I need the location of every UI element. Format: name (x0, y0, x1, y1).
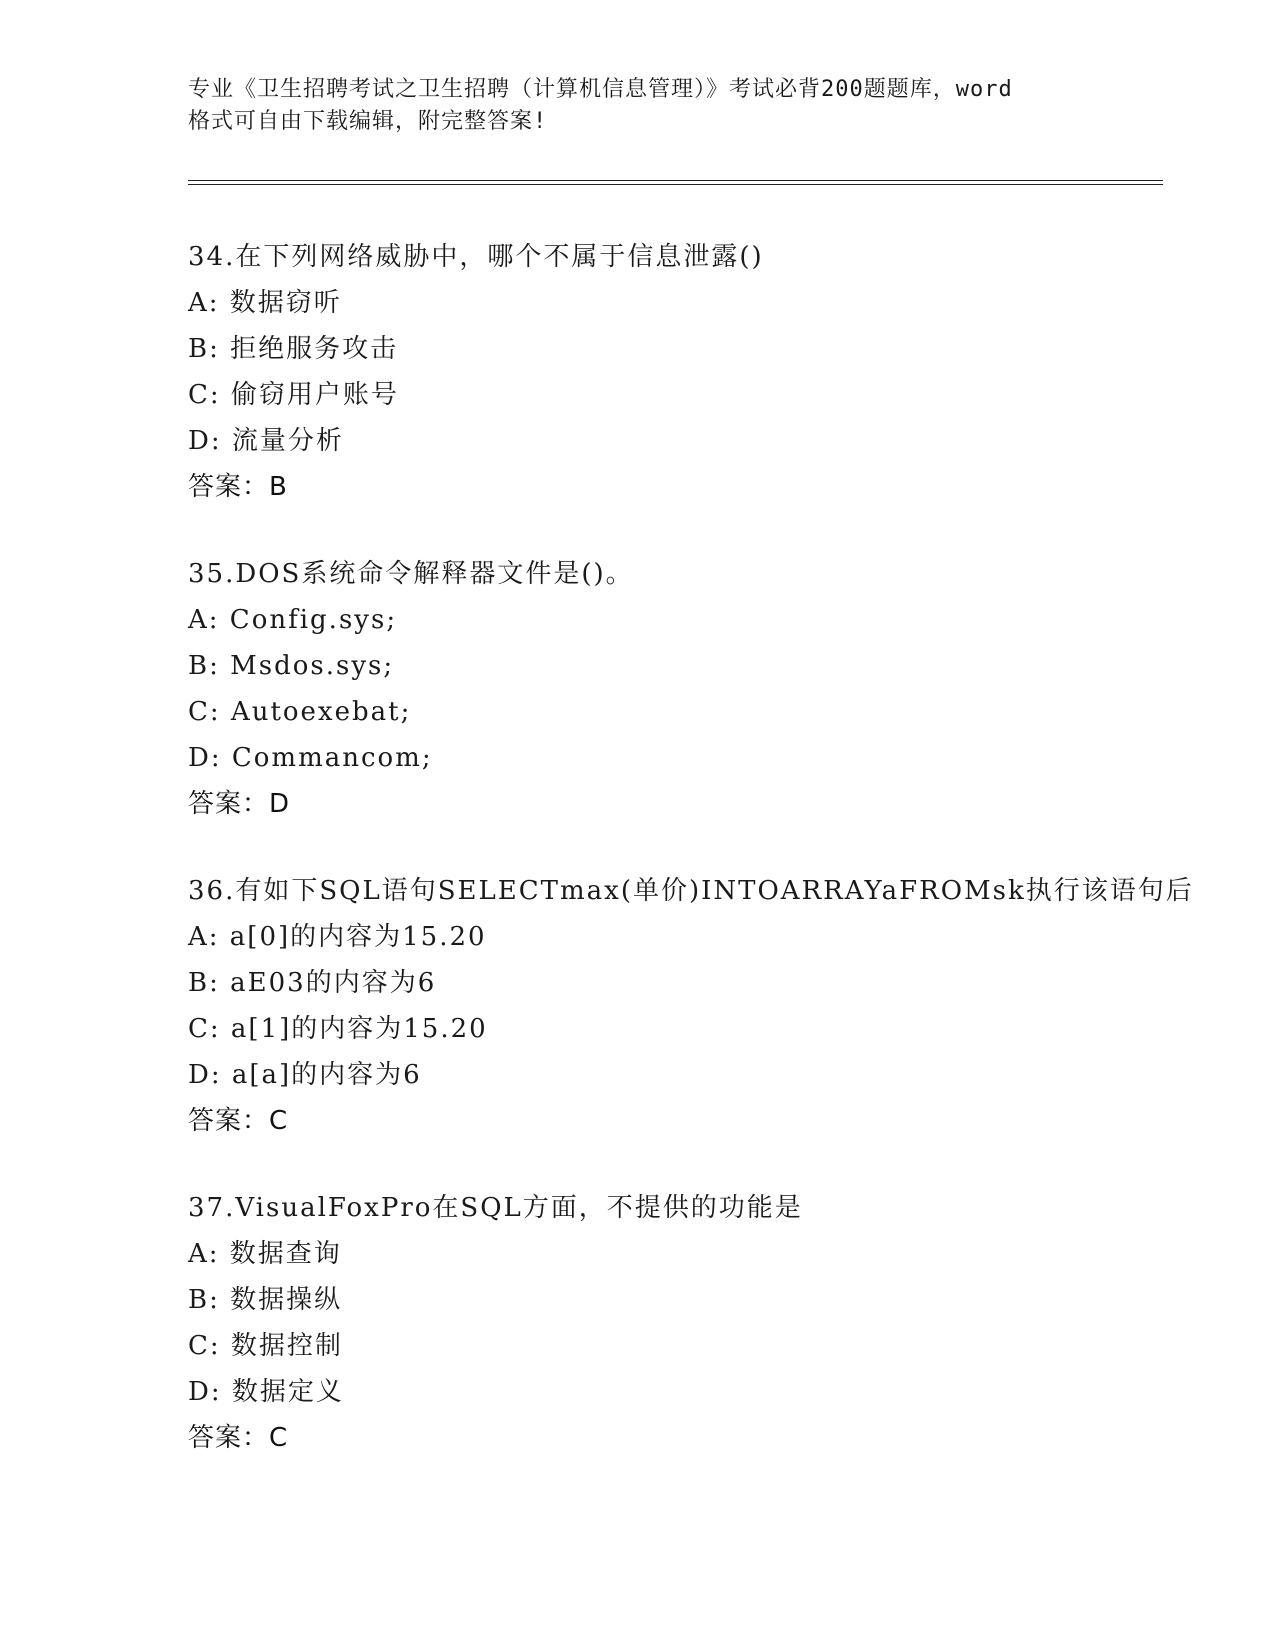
option-a: A: 数据窃听 (188, 288, 342, 318)
question-35 (188, 551, 1188, 827)
question-spacer (188, 510, 1188, 551)
answer-line: 答案：D (188, 789, 291, 819)
header-line-2: 格式可自由下载编辑，附完整答案! (188, 109, 548, 134)
option-b: B: aE03的内容为6 (188, 968, 437, 998)
question-spacer (188, 827, 1188, 868)
option-b: B: 数据操纵 (188, 1285, 343, 1315)
answer-line: 答案：C (188, 1423, 289, 1453)
question-36 (188, 868, 1194, 1144)
question-stem: 36.有如下SQL语句SELECTmax(单价)INTOARRAYaFROMsk执行该语句后 (188, 876, 1194, 906)
option-c: C: 数据控制 (188, 1331, 343, 1361)
question-stem: 35.DOS系统命令解释器文件是()。 (188, 559, 634, 589)
option-d: D: Commancom; (188, 743, 433, 773)
question-stem: 34.在下列网络威胁中，哪个不属于信息泄露() (188, 242, 764, 272)
answer-line: 答案：C (188, 1106, 289, 1136)
option-d: D: 流量分析 (188, 426, 344, 456)
question-37 (188, 1185, 1188, 1461)
option-c: C: Autoexebat; (188, 697, 412, 727)
answer-line: 答案：B (188, 472, 288, 502)
option-b: B: 拒绝服务攻击 (188, 334, 399, 364)
option-a: A: a[0]的内容为15.20 (188, 922, 487, 952)
question-list (188, 234, 1194, 1461)
option-a: A: 数据查询 (188, 1239, 342, 1269)
question-34 (188, 234, 1188, 510)
option-d: D: a[a]的内容为6 (188, 1060, 422, 1090)
option-b: B: Msdos.sys; (188, 651, 395, 681)
question-spacer (188, 1144, 1188, 1185)
header-line-1: 专业《卫生招聘考试之卫生招聘（计算机信息管理）》考试必背200题题库，word (188, 77, 1013, 102)
header-divider (188, 180, 1163, 185)
document-header (188, 74, 1088, 138)
option-a: A: Config.sys; (188, 605, 398, 635)
question-stem: 37.VisualFoxPro在SQL方面，不提供的功能是 (188, 1193, 803, 1223)
option-d: D: 数据定义 (188, 1377, 344, 1407)
option-c: C: a[1]的内容为15.20 (188, 1014, 488, 1044)
option-c: C: 偷窃用户账号 (188, 380, 399, 410)
